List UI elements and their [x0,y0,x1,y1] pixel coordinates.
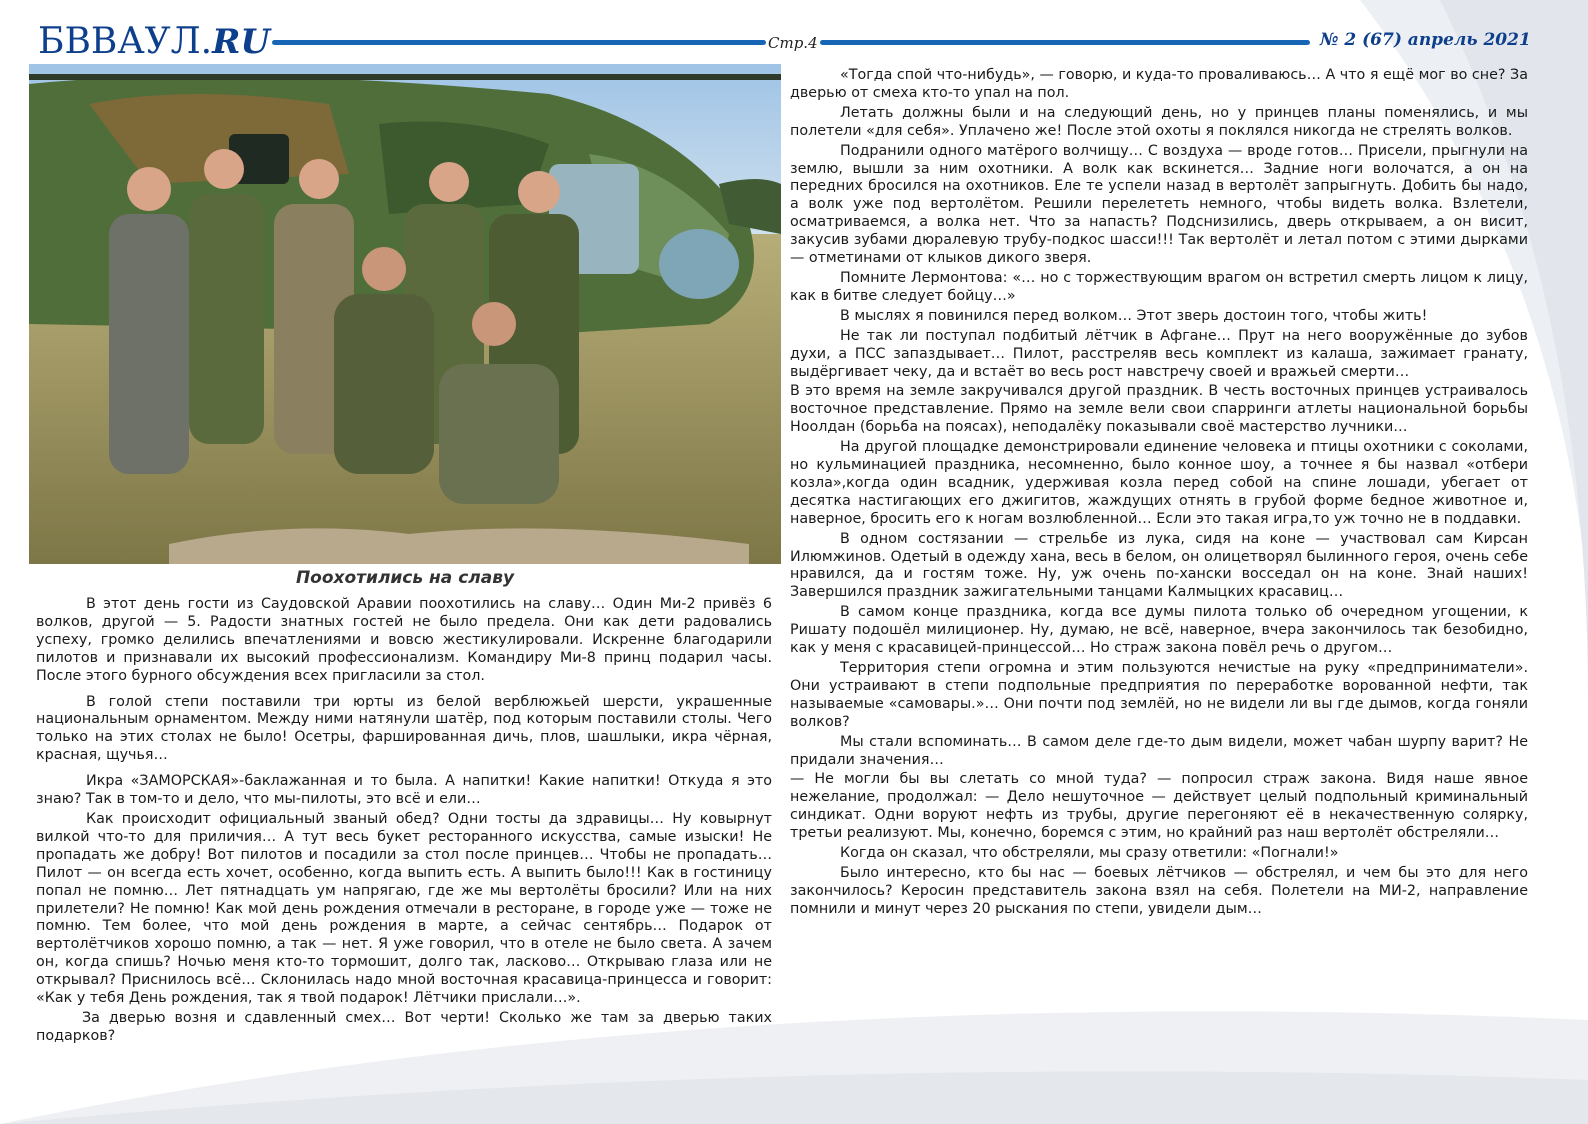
issue-info: № 2 (67) апрель 2021 [1320,30,1531,50]
paragraph: Когда он сказал, что обстреляли, мы сразу ответили: «Погнали!» [840,845,1339,862]
paragraph: В это время на земле закручивался другой праздник. В честь восточных принцев устраивалось восточное представление. Прямо на земле вели свои спарринги атлеты национальной борьбы Ноолдан (борьба на поясах), неподалёку показывали своё мастерство лучники… [790,383,1528,436]
header-rule-left [272,40,766,45]
article-photo [29,64,781,564]
paragraph: В одном состязании — стрельбе из лука, сидя на коне — участвовал сам Кирсан Илюмжинов. Одетый в одежду хана, весь в белом, он олицетворял былинного героя, очень себе нравился, да и гостям тоже. Ну, уж очень по-хански восседал он на коне. Знай наших! Завершился праздник зажигательными танцами Калмыцких красавиц… [790,530,1528,601]
article-right-column [790,67,1528,921]
paragraph: В самом конце праздника, когда все думы пилота только об очередном угощении, к Ришату подошёл милиционер. Ну, думаю, не всё, наверное, вчера закончилось так безобидно, как у меня с красавицей-принцессой… Но страж закона повёл речь о другом… [790,604,1528,657]
logo-text: БВВАУЛ. [38,21,213,62]
paragraph: На другой площадке демонстрировали единение человека и птицы охотники с соколами, но кульминацией праздника, несомненно, было конное шоу, а точнее я бы назвал «отбери козла»,когда один всадник, удерживая козла перед собой на спине лошади, убегает от десятка настигающих его джигитов, жаждущих отнять в грубой форме бедное животное и, наверное, бросить его к ногам возлюбленной… Если это такая игра,то уж точно не в поддавки. [790,439,1528,527]
header-rule-right [820,40,1310,45]
paragraph: Не так ли поступал подбитый лётчик в Афгане… Прут на него вооружённые до зубов духи, а ПСС запаздывает… Пилот, расстреляв весь комплект из калаша, зажимает гранату, выдёргивает чеку, да и встаёт во весь рост навстречу своей и вражьей смерти… [790,327,1528,380]
paragraph: В мыслях я повинился перед волком… Этот зверь достоин того, чтобы жить! [840,307,1428,324]
paragraph: Территория степи огромна и этим пользуются нечистые на руку «предприниматели». Они устраивают в степи подпольные предприятия по переработке ворованной нефти, так называемые «самовары.»… Они почти под землёй, но не видели ли вы где дымов, когда гоняли волков? [790,660,1528,730]
page-header [0,0,1588,62]
paragraph: Икра «ЗАМОРСКАЯ»-баклажанная и то была. А напитки! Какие напитки! Откуда я это знаю? Так в том-то и дело, что мы-пилоты, это всё и ели… [36,773,772,808]
paragraph: Было интересно, кто бы нас — боевых лётчиков — обстрелял, и чем бы это для него закончилось? Керосин представитель закона взял на себя. Полетели на МИ-2, направление помнили и минут через 20 рыскания по степи, увидели дым… [790,864,1528,917]
paragraph: Летать должны были и на следующий день, но у принцев планы поменялись, и мы полетели «для себя». Уплачено же! После этой охоты я поклялся никогда не стрелять волков. [790,104,1528,139]
paragraph: В голой степи поставили три юрты из белой верблюжьей шерсти, украшенные национальным орнаментом. Между ними натянули шатёр, под которым поставили столы. Чего только на этих столах не было! Осетры, фаршированная дичь, плов, шашлыки, икра чёрная, красная, щучья… [36,693,772,764]
paragraph: Как происходит официальный званый обед? Одни тосты да здравицы… Ну ковырнут вилкой что-то для приличия… А тут весь букет ресторанного искусства, самые изыски! Не пропадать же добру! Вот пилотов и посадили за стол после принцев… Чтобы не пропадать… Пилот — он всегда есть хочет, особенно, когда выпить есть. А выпить было!!! Как в гостиницу попал не помню… Лет пятнадцать ум напрягаю, где же мы вертолёты бросили? Или на них прилетели? Не помню! Как мой день рождения отмечали в ресторане, в городе уже — тоже не помню. Тем более, что мой день рождения в марте, а сейчас сентябрь… Подарок от вертолётчиков хорошо помню, а так — нет. Я уже говорил, что в отеле не было света. А зачем он, когда спишь? Ночью меня кто-то тормошит, долго так, ласково… Открываю глаза или не открывал? Приснилось всё… Склонилась надо мной восточная красавица-принцесса и говорит: «Как у тебя День рождения, так я твой подарок! Лётчики прислали…». [36,810,772,1007]
paragraph: Подранили одного матёрого волчищу… С воздуха — вроде готов… Присели, прыгнули на землю, вышли за ним охотники. А волк как вскинется… Задние ноги волочатся, а он на передних бросился на охотников. Еле те успели назад в вертолёт запрыгнуть. Добить бы надо, а волк уже под вертолётом. Решили перелететь немного, чтобы видеть волка. Взлетели, осматриваемся, а волка нет. Что за напасть? Подснизились, дверь открываем, а он висит, закусив зубами дюралевую трубу-подкос шасси!!! Так вертолёт и летал потом с этими дырками — отметинами от клыков дикого зверя. [790,142,1528,267]
paragraph: За дверью возня и сдавленный смех… Вот черти! Сколько же там за дверью таких подарков? [36,1009,772,1044]
paragraph: «Тогда спой что-нибудь», — говорю, и куда-то проваливаюсь… А что я ещё мог во сне? За дверью от смеха кто-то упал на пол. [790,67,1528,101]
photo-caption: Поохотились на славу [295,568,515,588]
paragraph: В этот день гости из Саудовской Аравии поохотились на славу… Один Ми-2 привёз 6 волков, другой — 5. Радости знатных гостей не было предела. Они как дети радовались успеху, громко делились впечатлениями и вовсю жестикулировали. Искренне благодарили пилотов и признавали их высокий профессионализм. Командиру Ми-8 принц подарил часы. После этого бурного обсуждения всех пригласили за стол. [36,596,772,684]
page-number: Стр.4 [768,34,818,52]
site-logo [38,22,270,62]
paragraph: — Не могли бы вы слетать со мной туда? — попросил страж закона. Видя наше явное нежелание, продолжал: — Дело нешуточное — действует целый подпольный криминальный синдикат. Одни воруют нефть из трубы, другие перегоняют её в некачественную солярку, третьи реализуют. Мы, конечно, боремся с этим, но крайний раз наш вертолёт обстреляли… [790,771,1528,842]
article-left-column [36,596,772,1048]
paragraph: Мы стали вспоминать… В самом деле где-то дым видели, может чабан шурпу варит? Не придали значения… [790,733,1528,768]
logo-suffix: RU [212,22,271,62]
paragraph: Помните Лермонтова: «… но с торжествующим врагом он встретил смерть лицом к лицу, как в битве следует бойцу…» [790,269,1528,304]
helicopter-group-photo-icon [29,64,781,564]
